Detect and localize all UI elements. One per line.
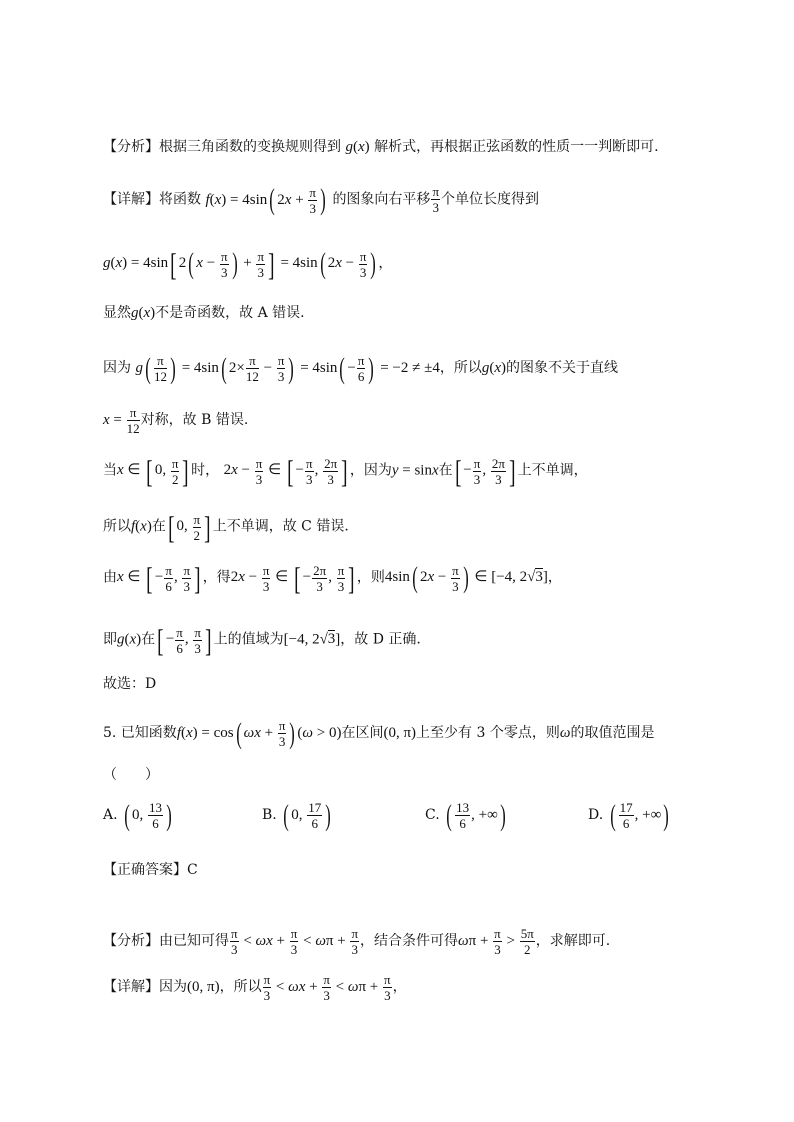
question-number: 5. (103, 724, 117, 741)
detail-line: 【详解】将函数 f(x) = 4sin( 2x + $\frac{\pi}{3}$ ) 的图象向右平移 $\frac{\pi}{3}$ 个单位长度得到 (103, 183, 540, 217)
correct-answer: 【正确答案】C (103, 862, 198, 878)
option-b-analysis-cont: x = $\frac{\pi}{12}$ 对称，故 B 错误. (103, 405, 249, 436)
option-c-analysis: 当x ∈ [ 0, $\frac{\pi}{2}$ ] 时， 2x − $\frac{\pi}{3}$ ∈ [ − $\frac{\pi}{3}$ , $\frac{2\pi}{3}$ ] ，因为y = sinx在[ − $\frac{\pi}{3}$ , $\frac{2\pi}{3}$ ] 上不单调， (103, 453, 588, 489)
question-5-blank: （ ） (103, 767, 159, 783)
math-g-def: g(x) = 4sin[ 2( x − $\frac{\pi}{3}$ ) + $\frac{\pi}{3}$ ] = 4sin( 2x − $\frac{\pi}{3}$ ) (103, 246, 377, 282)
analysis-tag: 【分析】 (103, 139, 159, 155)
option-c[interactable]: C. ( $\frac{13}{6}$ , +∞) (425, 798, 506, 832)
option-d-analysis: 由x ∈ [ − $\frac{\pi}{6}$ , $\frac{\pi}{3}$ ] ，得2x − $\frac{\pi}{3}$ ∈ [ − $\frac{2\pi}{3}$ , $\frac{\pi}{3}$ ] ，则4sin( 2x − $\frac{\pi}{3}$ ) ∈ [−4, 2√3]， (103, 560, 562, 596)
analysis-line: 【分析】根据三角函数的变换规则得到 g(x) 解析式，再根据正弦函数的性质一一判断即可. (103, 139, 659, 155)
option-a[interactable]: A. ( 0, $\frac{13}{6}$ ) (103, 798, 172, 832)
math-g-x: g(x) (345, 139, 370, 155)
option-d-analysis-cont: 即g(x)在[ − $\frac{\pi}{6}$ , $\frac{\pi}{3}$ ] 上的值域为[−4, 2√3]，故 D 正确. (103, 622, 421, 658)
analysis-2-line: 【分析】由已知可得 $\frac{\pi}{3}$ < ωx + $\frac{\pi}{3}$ < ωπ + $\frac{\pi}{3}$ ，结合条件可得ωπ + $\frac{\pi}{3}$ > $\frac{5\pi}{2}$ ，求解即可. (103, 926, 611, 957)
math-f-def: f(x) = 4sin( 2x + $\frac{\pi}{3}$ ) (205, 183, 326, 217)
detail-2-line: 【详解】因为(0, π)，所以 $\frac{\pi}{3}$ < ωx + $\frac{\pi}{3}$ < ωπ + $\frac{\pi}{3}$ ， (103, 972, 407, 1003)
option-a-analysis: 显然g(x)不是奇函数，故 A 错误. (103, 305, 305, 321)
option-b-analysis: 因为 g( $\frac{\pi}{12}$ ) = 4sin( 2× $\frac{\pi}{12}$ − $\frac{\pi}{3}$ ) = 4sin( − $\frac{\pi}{6}$ ) = −2 ≠ ±4，所以g(x)的图象不关于直线 (103, 351, 619, 385)
option-c-analysis-cont: 所以f(x)在[ 0, $\frac{\pi}{2}$ ] 上不单调，故 C 错误. (103, 509, 349, 545)
option-b[interactable]: B. ( 0, $\frac{17}{6}$ ) (262, 798, 331, 832)
detail-tag: 【详解】 (103, 191, 159, 208)
option-d[interactable]: D. ( $\frac{17}{6}$ , +∞) (588, 798, 670, 832)
final-choice: 故选：D (103, 676, 157, 692)
math-shift: $\frac{\pi}{3}$ (432, 184, 440, 215)
g-definition-line: g(x) = 4sin[ 2( x − $\frac{\pi}{3}$ ) + $\frac{\pi}{3}$ ] = 4sin( 2x − $\frac{\pi}{3}$ ) ， (103, 246, 393, 282)
question-5: 5. 已知函数f(x) = cos( ωx + $\frac{\pi}{3}$ ) (ω > 0)在区间(0, π)上至少有 3 个零点，则ω的取值范围是 (103, 716, 655, 750)
